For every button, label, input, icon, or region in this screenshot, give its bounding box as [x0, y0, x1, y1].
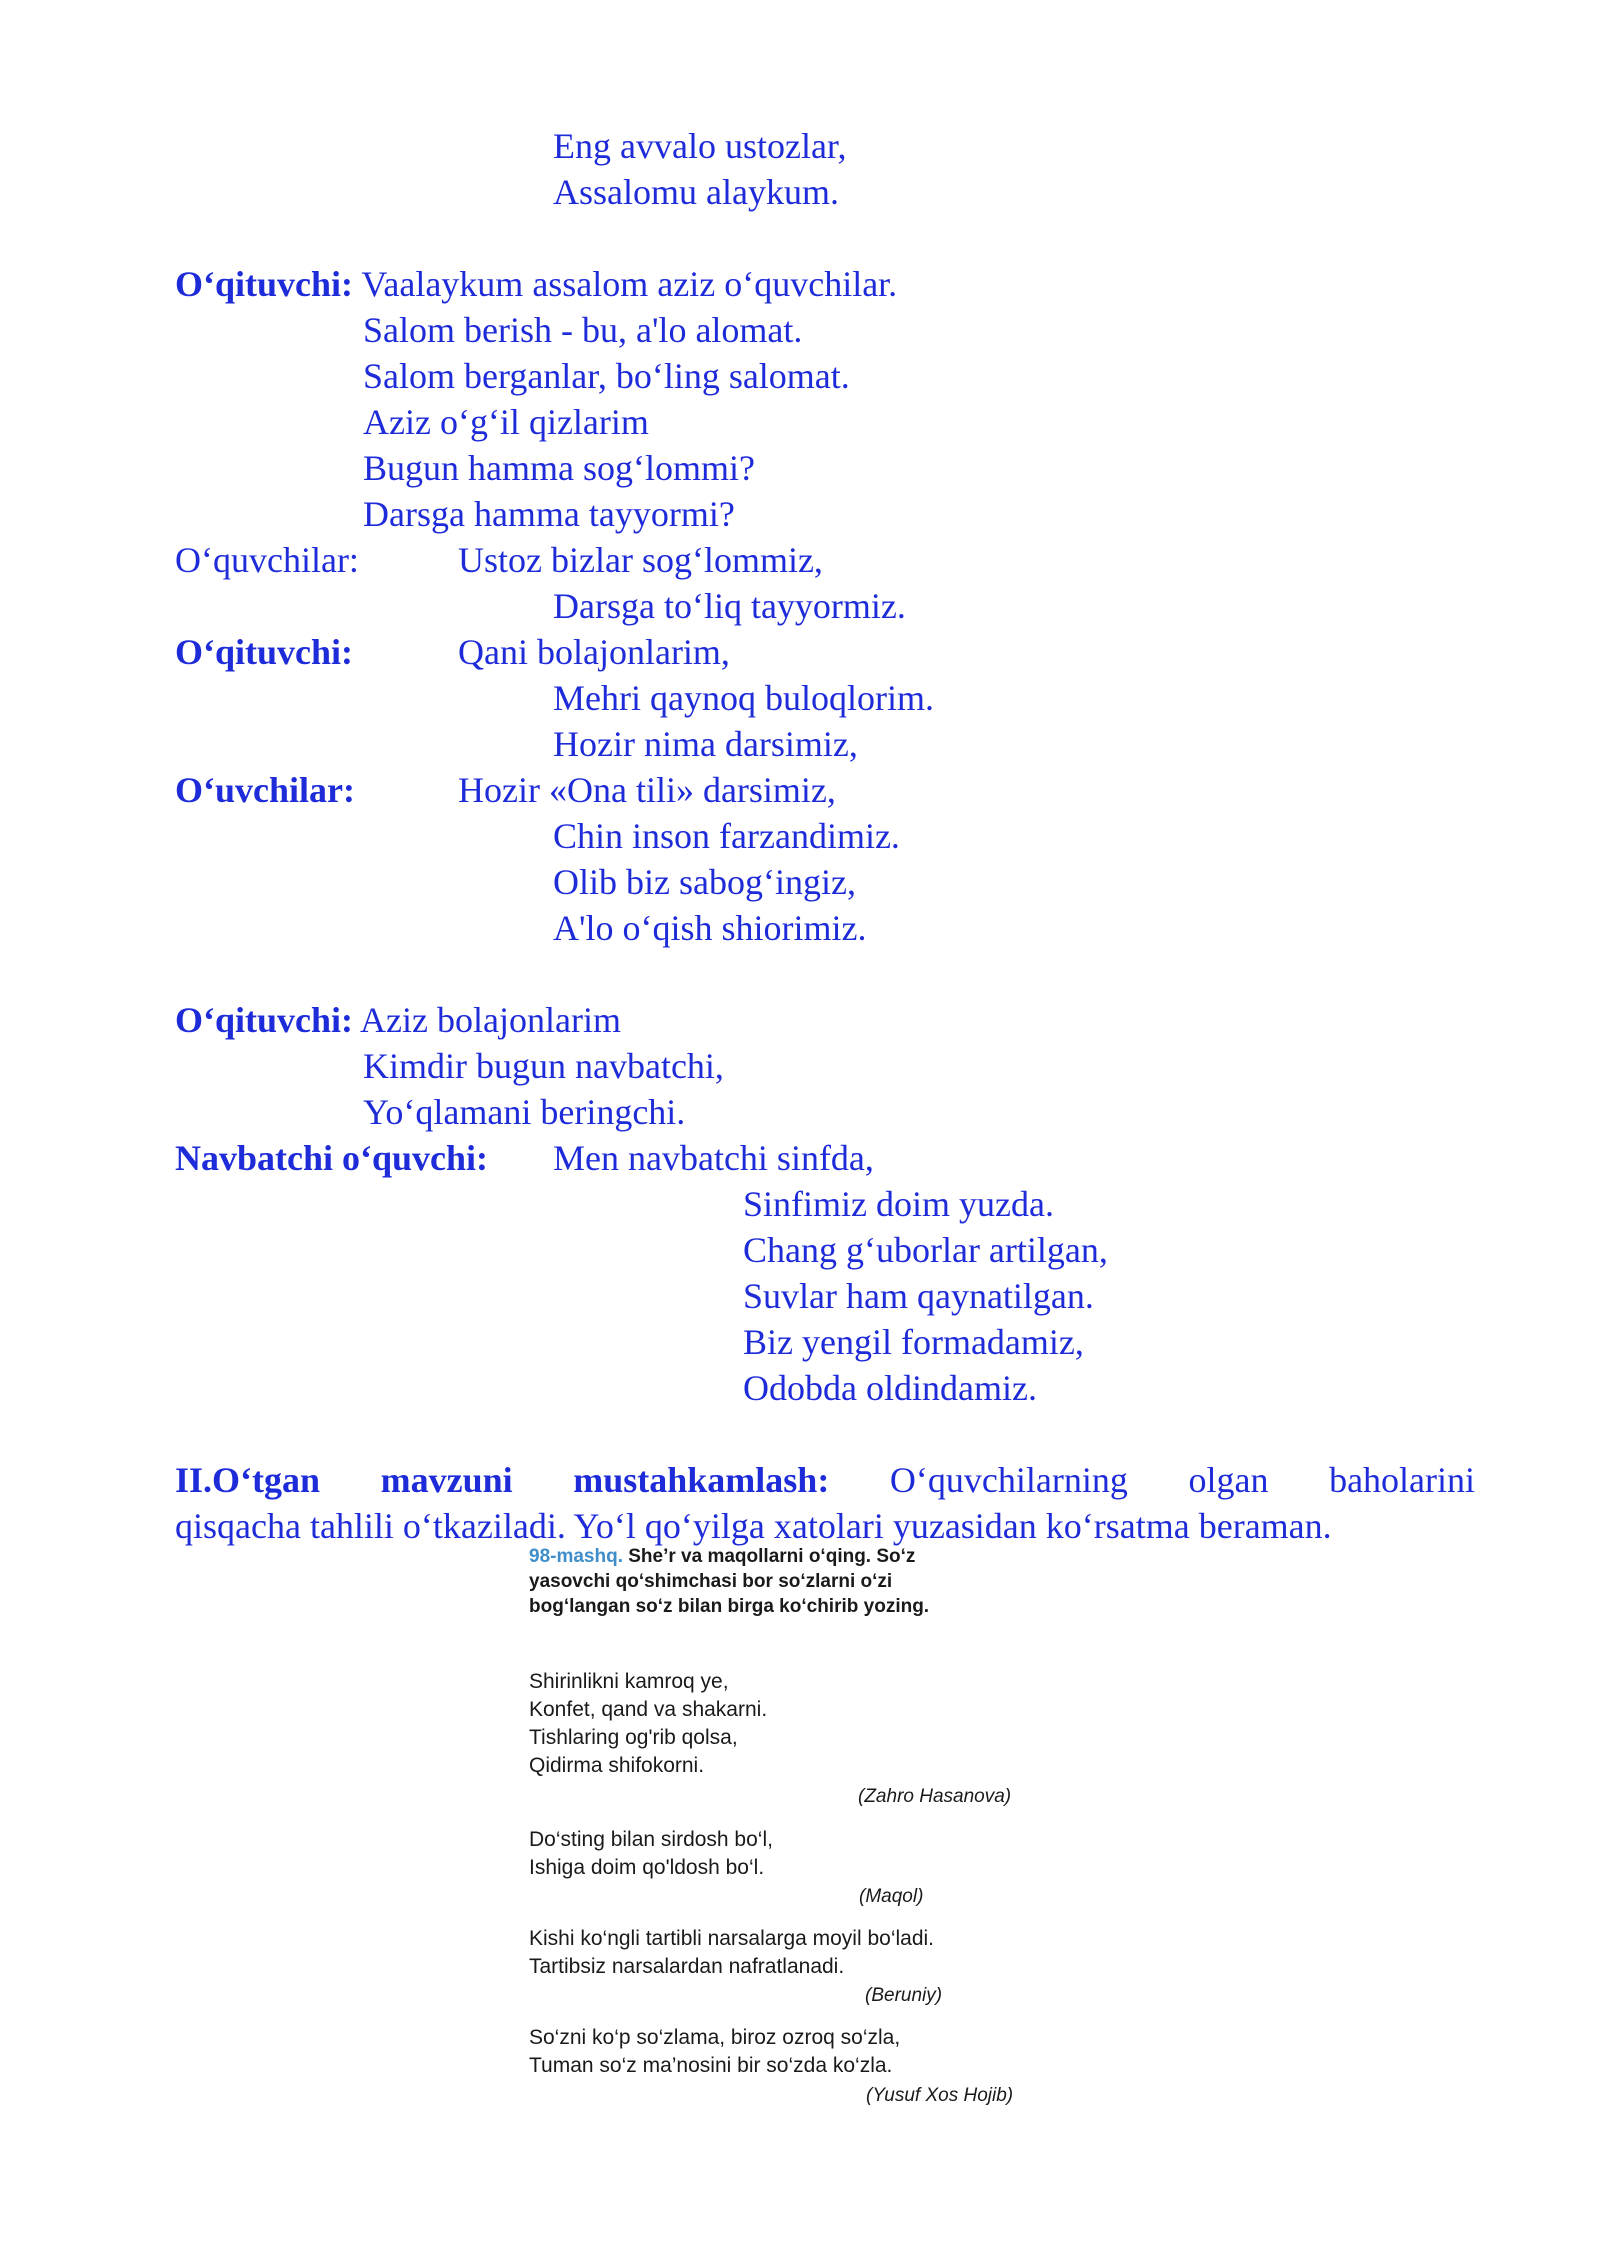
exercise-task-line: yasovchi qo‘shimchasi bor so‘zlarni o‘zi [529, 1571, 893, 1592]
dialog-line: Hozir nima darsimiz, [553, 724, 858, 764]
speaker-label: O‘qituvchi: [175, 632, 354, 672]
dialog-line: Chin inson farzandimiz. [553, 816, 900, 856]
dialog-line: Kimdir bugun navbatchi, [363, 1046, 724, 1086]
section-word: olgan [1188, 1460, 1269, 1500]
exercise-task-line: bog‘langan so‘z bilan birga ko‘chirib yozing. [529, 1596, 930, 1617]
dialog-line: Suvlar ham qaynatilgan. [743, 1276, 1094, 1316]
dialog-line: Bugun hamma sog‘lommi? [363, 448, 755, 488]
section-word: O‘quvchilarning [889, 1460, 1128, 1500]
poem-line: Kishi ko‘ngli tartibli narsalarga moyil bo‘ladi. [529, 1927, 935, 1950]
dialog-text: Vaalaykum assalom aziz o‘quvchilar. [353, 264, 898, 304]
dialog-line: Odobda oldindamiz. [743, 1368, 1037, 1408]
dialog-line: Salom berish - bu, a'lo alomat. [363, 310, 803, 350]
poem-line: So‘zni ko‘p so‘zlama, biroz ozroq so‘zla, [529, 2026, 901, 2049]
dialog-line: Aziz o‘g‘il qizlarim [363, 402, 649, 442]
dialog-line: Olib biz sabog‘ingiz, [553, 862, 856, 902]
section-text: qisqacha tahlili o‘tkaziladi. Yo‘l qo‘yilga xatolari yuzasidan ko‘rsatma beraman. [175, 1506, 1332, 1546]
poem-line: Ishiga doim qo'ldosh bo‘l. [529, 1856, 765, 1879]
poem-source: (Maqol) [859, 1886, 924, 1907]
section-heading: II.O‘tgan mavzuni mustahkamlash: [175, 1460, 830, 1500]
poem-source: (Beruniy) [865, 1985, 943, 2006]
section-heading-line [175, 1457, 1475, 1503]
speaker-label: Navbatchi o‘quvchi: [175, 1138, 489, 1178]
speaker-label: O‘qituvchi: [175, 264, 354, 304]
poem-line: Do‘sting bilan sirdosh bo‘l, [529, 1828, 773, 1851]
dialog-line: A'lo o‘qish shiorimiz. [553, 908, 867, 948]
dialog-line: Hozir «Ona tili» darsimiz, [458, 770, 836, 810]
dialog-line: Mehri qaynoq buloqlorim. [553, 678, 934, 718]
speaker-label: O‘uvchilar: [175, 770, 355, 810]
dialog-line: Men navbatchi sinfda, [553, 1138, 874, 1178]
dialog-line: Darsga hamma tayyormi? [363, 494, 735, 534]
dialog-line: Yo‘qlamani beringchi. [363, 1092, 686, 1132]
speaker-label: O‘quvchilar: [175, 540, 359, 580]
dialog-line: Ustoz bizlar sog‘lommiz, [458, 540, 823, 580]
teacher-line [175, 997, 621, 1043]
dialog-line: Salom berganlar, bo‘ling salomat. [363, 356, 850, 396]
dialog-line: Qani bolajonlarim, [458, 632, 730, 672]
poem-line: Shirinlikni kamroq ye, [529, 1670, 729, 1693]
dialog-line: Darsga to‘liq tayyormiz. [553, 586, 906, 626]
poem-line: Qidirma shifokorni. [529, 1754, 705, 1777]
poem-line: Tartibsiz narsalardan nafratlanadi. [529, 1955, 845, 1978]
exercise-task-text: She’r va maqollarni o‘qing. So‘z [622, 1546, 916, 1567]
section-word: baholarini [1329, 1460, 1476, 1500]
poem-source: (Zahro Hasanova) [858, 1786, 1012, 1807]
poem-line: Tuman so‘z ma’nosini bir so‘zda ko‘zla. [529, 2054, 893, 2077]
exercise-number: 98-mashq. [529, 1546, 623, 1567]
poem-source: (Yusuf Xos Hojib) [866, 2085, 1014, 2106]
poem-line: Tishlaring og'rib qolsa, [529, 1726, 738, 1749]
dialog-line: Sinfimiz doim yuzda. [743, 1184, 1054, 1224]
poem-line: Konfet, qand va shakarni. [529, 1698, 768, 1721]
teacher-line [175, 261, 897, 307]
speaker-label: O‘qituvchi: [175, 1000, 354, 1040]
greeting-line-1: Eng avvalo ustozlar, [553, 126, 847, 166]
dialog-line: Biz yengil formadamiz, [743, 1322, 1084, 1362]
greeting-line-2: Assalomu alaykum. [553, 172, 839, 212]
dialog-text: Aziz bolajonlarim [353, 1000, 621, 1040]
exercise-task-line [529, 1544, 915, 1569]
dialog-line: Chang g‘uborlar artilgan, [743, 1230, 1108, 1270]
